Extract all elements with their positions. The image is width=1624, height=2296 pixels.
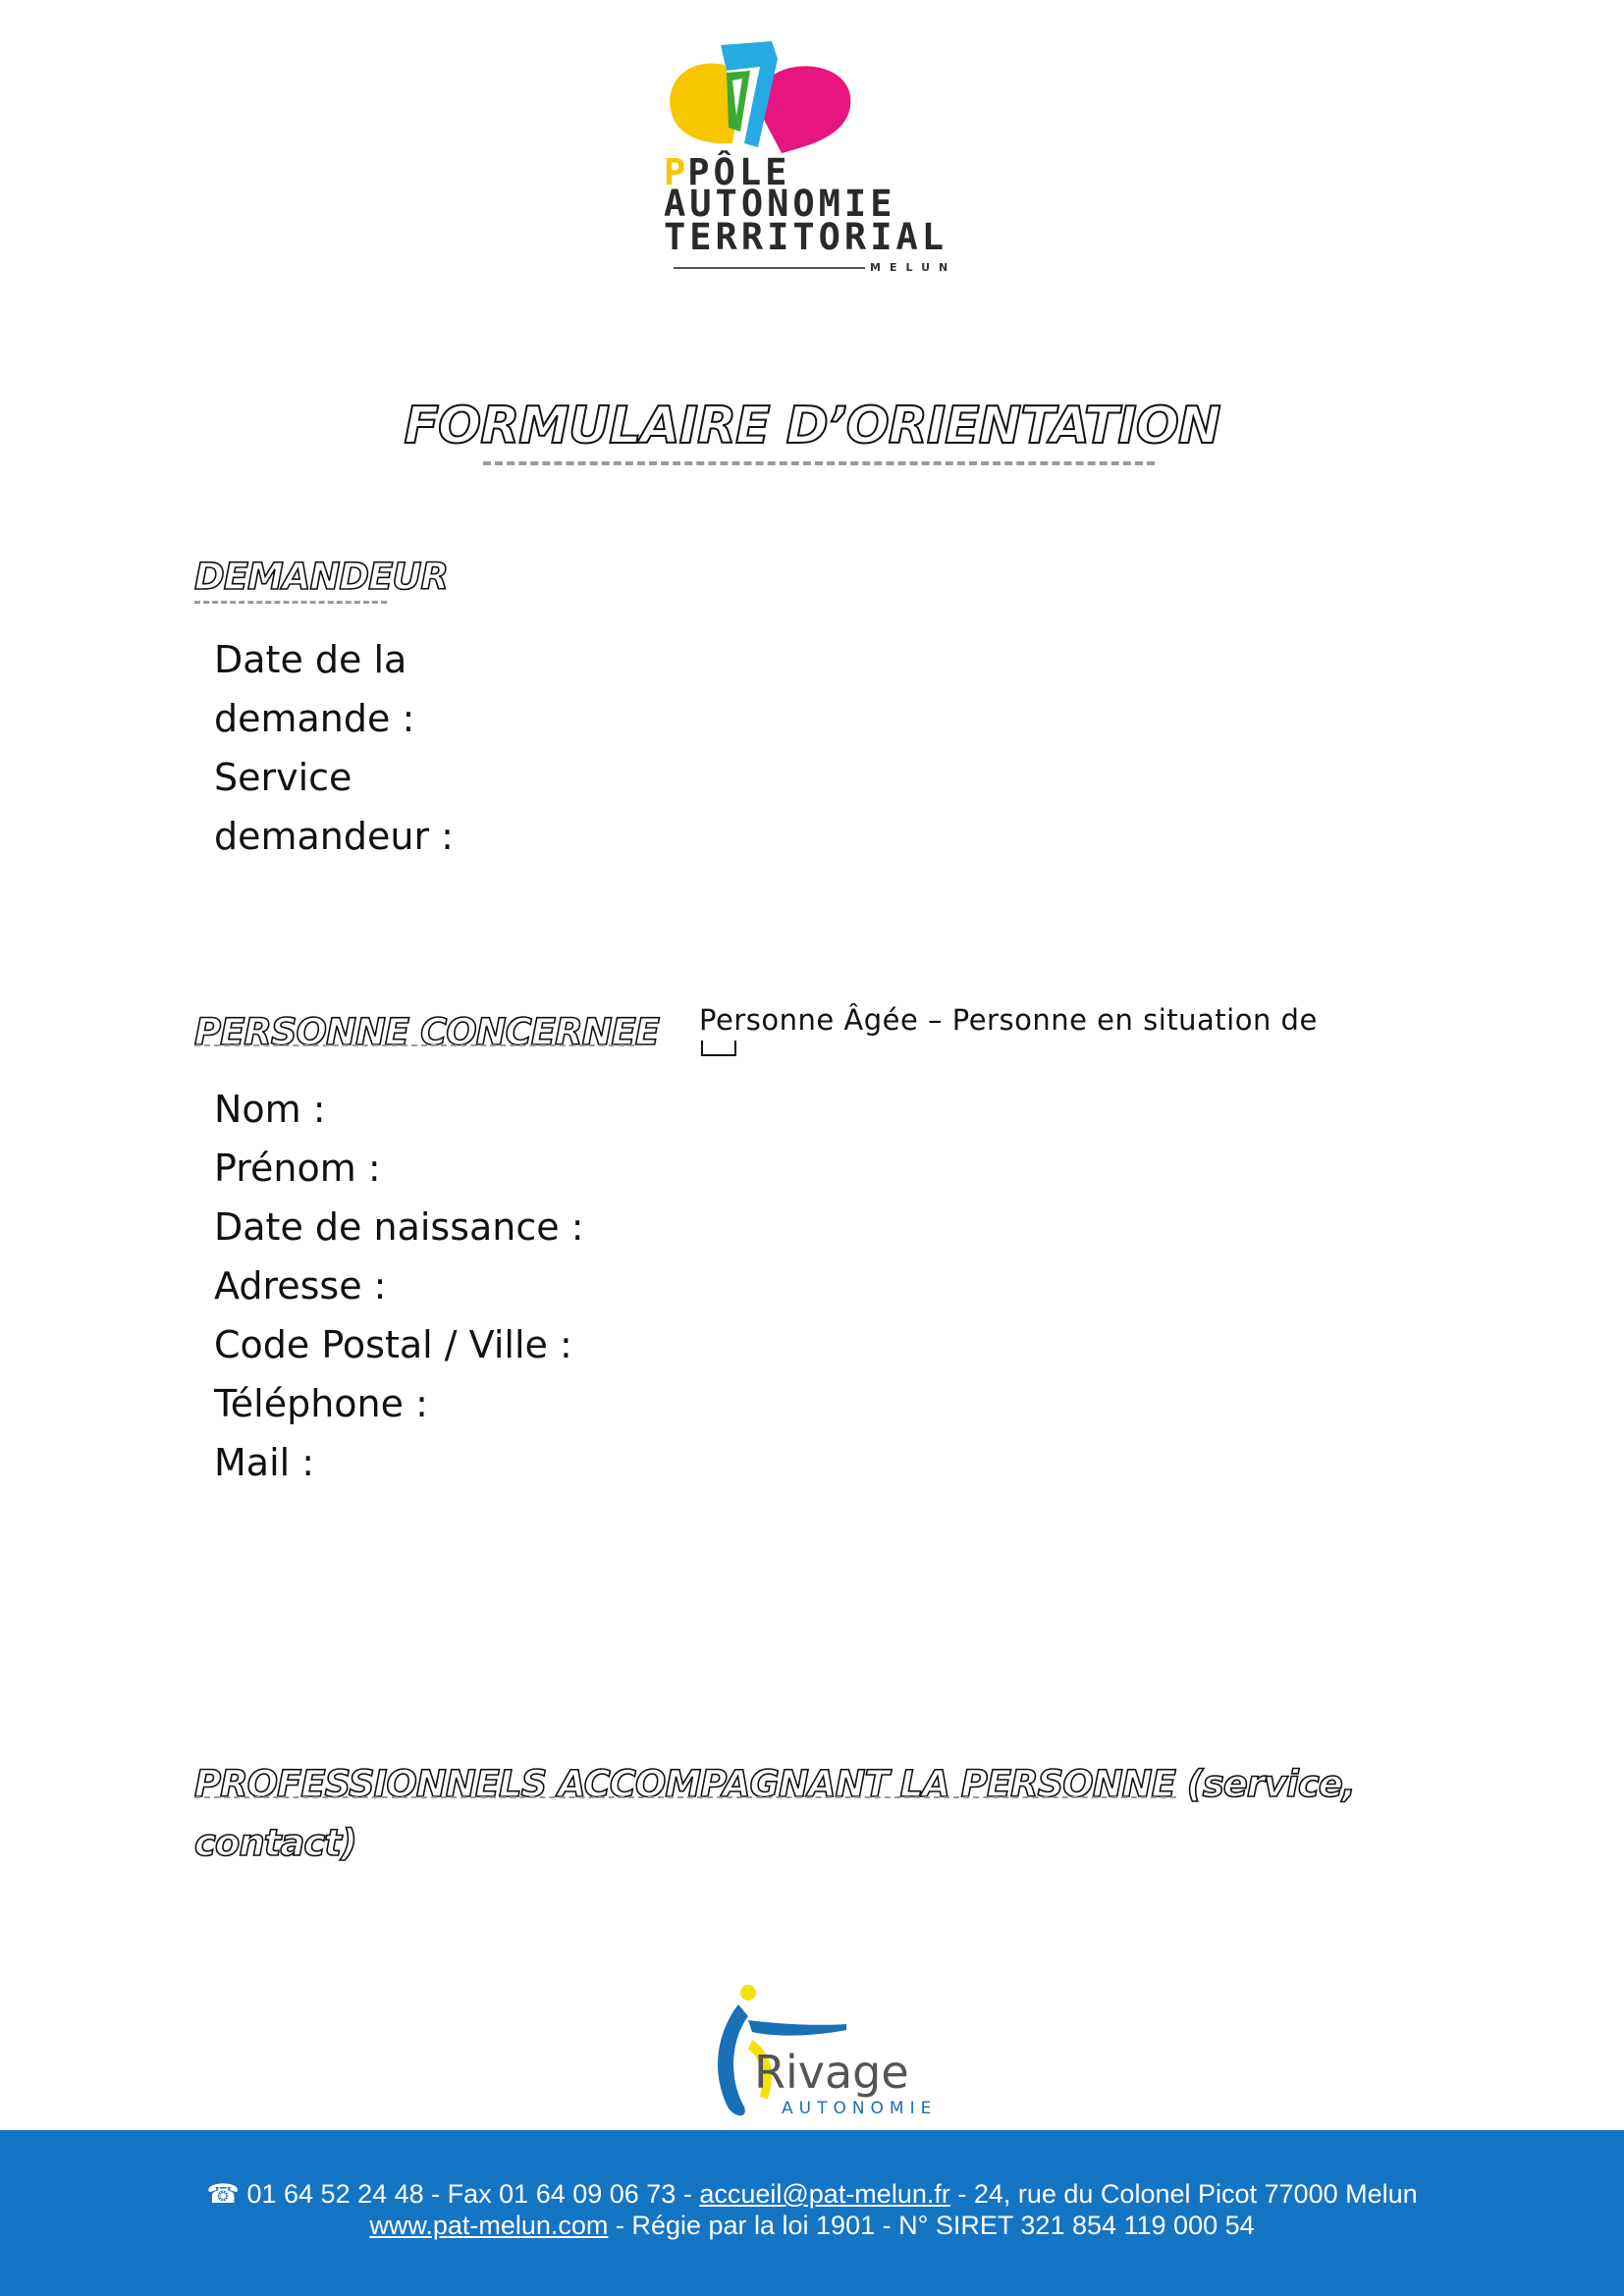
logo-line-pole-text: PÔLE — [687, 151, 791, 193]
logo-city: MELUN — [870, 261, 957, 274]
title-underline — [483, 461, 1155, 465]
footer-phone-fax: 01 64 52 24 48 - Fax 01 64 09 06 73 - — [239, 2179, 700, 2209]
footer-address: - 24, rue du Colonel Picot 77000 Melun — [949, 2179, 1418, 2209]
field-date-demande-2: demande : — [214, 697, 415, 740]
footer-bar — [0, 2130, 1624, 2296]
footer-email-link[interactable]: accueil@pat-melun.fr — [699, 2179, 950, 2209]
field-telephone: Téléphone : — [214, 1382, 428, 1425]
section-demandeur-underline — [194, 601, 387, 604]
footer-contact-line — [0, 2179, 1624, 2210]
field-prenom: Prénom : — [214, 1147, 381, 1190]
section-professionnels-heading-1: PROFESSIONNELS ACCOMPAGNANT LA PERSONNE (service, — [194, 1763, 1355, 1805]
section-professionnels-strike — [194, 1796, 1176, 1798]
phone-icon: ☎ — [206, 2179, 240, 2209]
field-service-demandeur-2: demandeur : — [214, 815, 454, 858]
logo-line-autonomie-text: AUTONOMIE — [664, 183, 896, 225]
field-adresse: Adresse : — [214, 1264, 387, 1308]
field-code-postal-ville: Code Postal / Ville : — [214, 1323, 572, 1366]
field-mail: Mail : — [214, 1441, 315, 1484]
section-personne-strike — [194, 1044, 634, 1046]
category-label: Personne Âgée – Personne en situation de — [699, 1003, 1318, 1037]
field-service-demandeur-1: Service — [214, 756, 352, 799]
page-title: FORMULAIRE D’ORIENTATION — [404, 397, 1220, 455]
heart-shapes-icon — [664, 37, 860, 165]
section-professionnels-heading-2: contact) — [194, 1822, 356, 1864]
section-demandeur-heading: DEMANDEUR — [194, 556, 448, 598]
logo-rule — [674, 267, 865, 269]
field-nom: Nom : — [214, 1088, 326, 1131]
section-personne-heading: PERSONNE CONCERNEE — [194, 1011, 660, 1053]
rivage-subtitle: AUTONOMIE — [782, 2099, 938, 2118]
footer-website-link[interactable]: www.pat-melun.com — [369, 2211, 609, 2240]
field-date-demande-1: Date de la — [214, 638, 407, 681]
logo-line-territorial-text: TERRITORIAL — [664, 216, 948, 258]
rivage-name: Rivage — [754, 2046, 909, 2099]
logo-line-pole: PPÔLE — [664, 151, 791, 193]
field-date-naissance: Date de naissance : — [214, 1205, 584, 1249]
footer-legal-line — [0, 2211, 1624, 2241]
category-checkbox[interactable] — [701, 1041, 736, 1056]
logo-line-territorial — [664, 218, 947, 257]
footer-siret: - Régie par la loi 1901 - N° SIRET 321 854 119 000 54 — [608, 2211, 1255, 2240]
pole-autonomie-logo — [664, 37, 968, 283]
